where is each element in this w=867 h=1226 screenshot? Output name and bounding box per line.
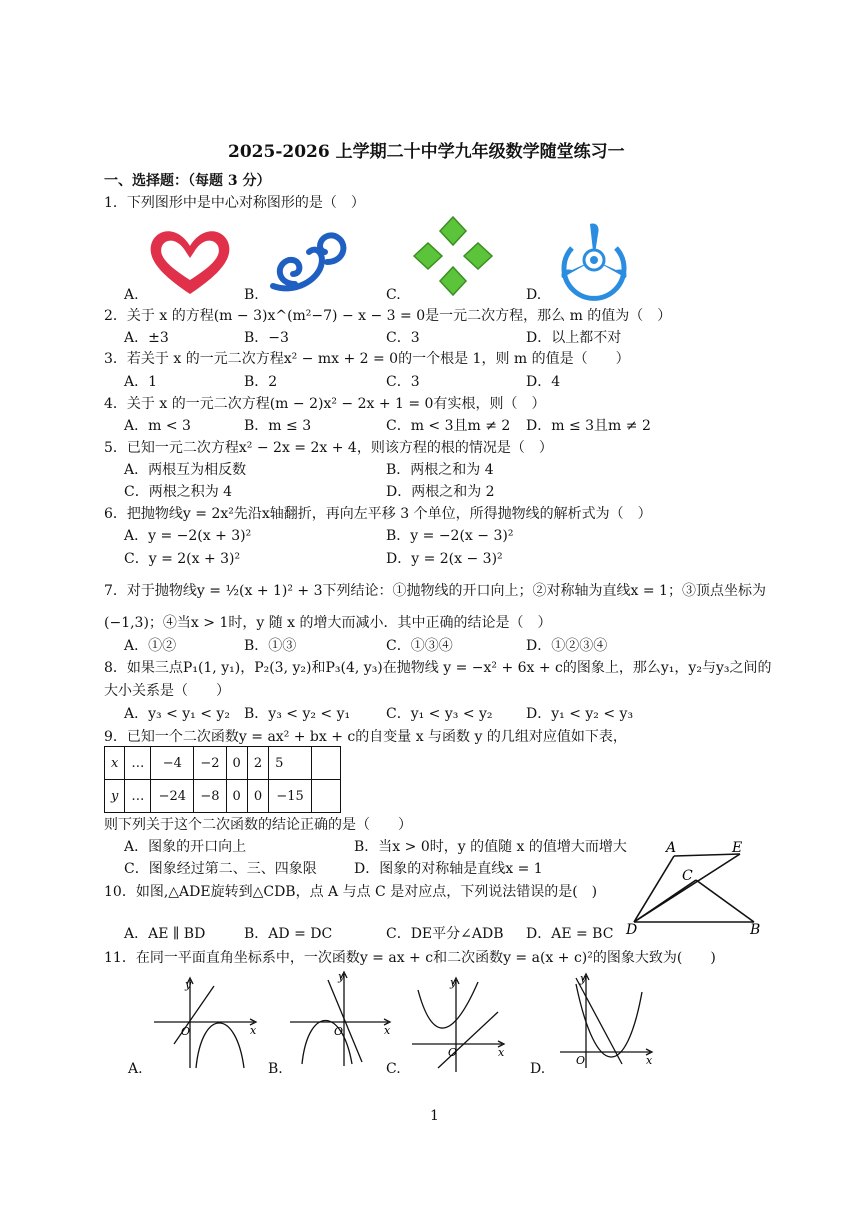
question-7-stem: 7．对于抛物线y = ½(x + 1)² + 3下列结论：①抛物线的开口向上；②对称轴为直线x = 1；③顶点坐标为 <box>104 583 766 599</box>
table-cell: 0 <box>226 747 247 780</box>
q6-option-b[interactable]: B．y = −2(x − 3)² <box>386 528 514 544</box>
y-axis-label: y <box>185 978 192 991</box>
y-axis-label: y <box>580 972 587 985</box>
table-cell: 0 <box>247 780 268 813</box>
question-11-stem: 11．在同一平面直角坐标系中，一次函数y = ax + c和二次函数y = a(x + c)²的图象大致为( ) <box>104 950 716 966</box>
table-cell <box>312 747 341 780</box>
table-cell: −15 <box>269 780 312 813</box>
q1-option-c[interactable]: C. <box>386 287 401 303</box>
page-number: 1 <box>430 1108 439 1124</box>
point-label-c: C <box>682 868 693 884</box>
q11-option-c[interactable]: C. <box>386 1061 401 1077</box>
question-7-stem-cont: (−1,3)；④当x > 1时，y 随 x 的增大而减小．其中正确的结论是（ ） <box>104 615 552 631</box>
q4-option-d[interactable]: D．m ≤ 3且m ≠ 2 <box>526 418 651 434</box>
origin-label: O <box>576 1054 586 1067</box>
q1-option-d[interactable]: D. <box>526 287 542 303</box>
x-axis-label: x <box>646 1054 653 1067</box>
graph-c <box>408 972 512 1076</box>
x-axis-label: x <box>384 1024 391 1037</box>
point-label-b: B <box>750 922 761 938</box>
q2-option-b[interactable]: B．−3 <box>244 330 289 346</box>
q8-option-d[interactable]: D．y₁ < y₂ < y₃ <box>526 706 634 722</box>
question-2-stem: 2．关于 x 的方程(m − 3)x^(m²−7) − x − 3 = 0是一元二次方程，那么 m 的值为（ ） <box>104 308 672 324</box>
table-cell: −24 <box>151 780 194 813</box>
q11-option-d[interactable]: D. <box>530 1061 546 1077</box>
q11-option-b[interactable]: B. <box>268 1061 283 1077</box>
question-4-stem: 4．关于 x 的一元二次方程(m − 2)x² − 2x + 1 = 0有实根，则（ ） <box>104 396 546 412</box>
green-diamond-icon <box>412 215 494 297</box>
table-cell <box>312 780 341 813</box>
q9-option-d[interactable]: D．图象的对称轴是直线x = 1 <box>354 861 543 877</box>
table-cell: … <box>125 780 151 813</box>
y-axis-label: y <box>450 976 457 989</box>
point-label-d: D <box>626 922 638 938</box>
q3-option-d[interactable]: D．4 <box>526 374 561 390</box>
q4-option-b[interactable]: B．m ≤ 3 <box>244 418 312 434</box>
q2-option-d[interactable]: D．以上都不对 <box>526 330 622 346</box>
q3-option-b[interactable]: B．2 <box>244 374 278 390</box>
q7-option-b[interactable]: B．①③ <box>244 638 297 654</box>
q7-option-a[interactable]: A．①② <box>124 638 177 654</box>
table-cell: −8 <box>194 780 226 813</box>
q8-option-a[interactable]: A．y₃ < y₁ < y₂ <box>124 706 230 722</box>
table-cell: −4 <box>151 747 194 780</box>
rotation-triangle-figure <box>620 836 770 938</box>
table-row-x <box>105 747 341 780</box>
question-1-stem: 1．下列图形中是中心对称图形的是（ ） <box>104 195 365 211</box>
table-cell: 5 <box>269 747 312 780</box>
q10-option-d[interactable]: D．AE = BC <box>526 926 614 942</box>
q9-option-c[interactable]: C．图象经过第二、三、四象限 <box>124 861 317 877</box>
x-axis-label: x <box>250 1024 257 1037</box>
q2-option-a[interactable]: A．±3 <box>124 330 169 346</box>
q6-option-d[interactable]: D．y = 2(x − 3)² <box>386 551 503 567</box>
q9-option-a[interactable]: A．图象的开口向上 <box>124 839 247 855</box>
table-cell: … <box>125 747 151 780</box>
x-axis-label: x <box>498 1046 505 1059</box>
question-3-stem: 3．若关于 x 的一元二次方程x² − mx + 2 = 0的一个根是 1，则 m 的值是（ ） <box>104 351 630 367</box>
q10-option-b[interactable]: B．AD = DC <box>244 926 333 942</box>
point-label-e: E <box>732 840 743 856</box>
table-cell: x <box>105 747 125 780</box>
origin-label: O <box>334 1025 344 1038</box>
q9-option-b[interactable]: B．当x > 0时，y 的值随 x 的值增大而增大 <box>354 839 627 855</box>
origin-label: O <box>448 1046 458 1059</box>
q10-option-c[interactable]: C．DE平分∠ADB <box>386 926 504 942</box>
graph-a <box>150 972 262 1072</box>
q5-option-b[interactable]: B．两根之和为 4 <box>386 462 494 478</box>
graph-d <box>556 968 660 1072</box>
question-9-stem-cont: 则下列关于这个二次函数的结论正确的是（ ） <box>104 817 412 833</box>
q5-option-c[interactable]: C．两根之积为 4 <box>124 484 233 500</box>
point-label-a: A <box>666 840 677 856</box>
q2-option-c[interactable]: C．3 <box>386 330 420 346</box>
q11-option-a[interactable]: A. <box>128 1061 143 1077</box>
q5-option-a[interactable]: A．两根互为相反数 <box>124 462 247 478</box>
question-8-stem: 8．如果三点P₁(1, y₁)，P₂(3, y₂)和P₃(4, y₃)在抛物线 y = −x² + 6x + c的图象上，那么y₁，y₂与y₃之间的 <box>104 660 772 676</box>
question-8-stem-cont: 大小关系是（ ） <box>104 683 230 699</box>
page-title: 2025-2026 上学期二十中学九年级数学随堂练习一 <box>228 142 625 162</box>
table-cell: y <box>105 780 125 813</box>
value-table <box>104 746 341 813</box>
table-cell: 0 <box>226 780 247 813</box>
blue-propeller-icon <box>552 218 636 302</box>
table-row-y <box>105 780 341 813</box>
heart-icon <box>140 222 240 300</box>
q7-option-c[interactable]: C．①③④ <box>386 638 453 654</box>
table-cell: −2 <box>194 747 226 780</box>
q3-option-c[interactable]: C．3 <box>386 374 420 390</box>
question-10-stem: 10．如图,△ADE旋转到△CDB，点 A 与点 C 是对应点，下列说法错误的是( ) <box>104 884 598 900</box>
q6-option-c[interactable]: C．y = 2(x + 3)² <box>124 551 241 567</box>
q8-option-b[interactable]: B．y₃ < y₂ < y₁ <box>244 706 351 722</box>
q7-option-d[interactable]: D．①②③④ <box>526 638 608 654</box>
section-heading: 一、选择题：（每题 3 分） <box>104 173 271 189</box>
q4-option-a[interactable]: A．m < 3 <box>124 418 191 434</box>
q8-option-c[interactable]: C．y₁ < y₃ < y₂ <box>386 706 493 722</box>
graph-b <box>288 966 400 1070</box>
q1-option-b[interactable]: B. <box>244 287 259 303</box>
origin-label: O <box>181 1025 191 1038</box>
q4-option-c[interactable]: C．m < 3且m ≠ 2 <box>386 418 511 434</box>
spiral-swirl-icon <box>265 222 357 298</box>
y-axis-label: y <box>338 970 345 983</box>
q1-option-a[interactable]: A. <box>124 287 139 303</box>
q3-option-a[interactable]: A．1 <box>124 374 158 390</box>
q10-option-a[interactable]: A．AE ∥ BD <box>124 926 206 942</box>
q6-option-a[interactable]: A．y = −2(x + 3)² <box>124 528 252 544</box>
question-6-stem: 6．把抛物线y = 2x²先沿x轴翻折，再向左平移 3 个单位，所得抛物线的解析式为（ ） <box>104 506 652 522</box>
table-cell: 2 <box>247 747 268 780</box>
question-9-stem: 9．已知一个二次函数y = ax² + bx + c的自变量 x 与函数 y 的几组对应值如下表， <box>104 729 627 745</box>
q5-option-d[interactable]: D．两根之和为 2 <box>386 484 495 500</box>
question-5-stem: 5．已知一元二次方程x² − 2x = 2x + 4，则该方程的根的情况是（ ） <box>104 440 553 456</box>
